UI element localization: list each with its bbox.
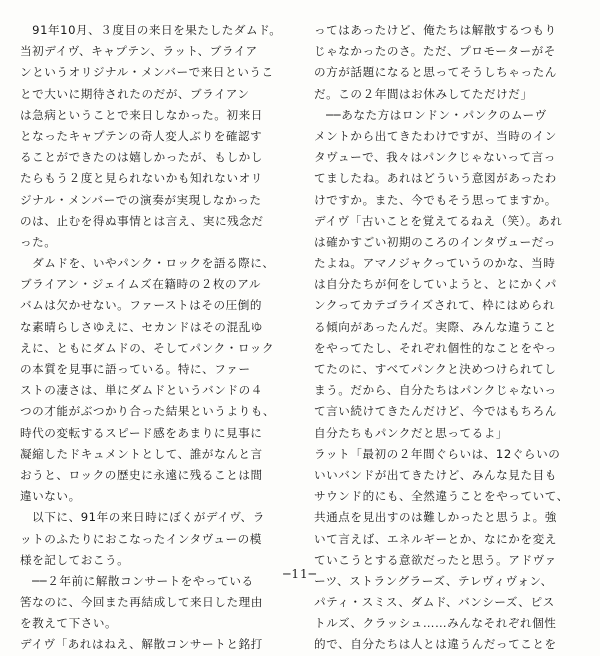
text-line: ダムドを、いやパンク・ロックを語る際に、 [20, 256, 275, 271]
text-line: 的で、自分たちは人とは違うんだってことを [314, 637, 557, 652]
text-line: デイヴ「古いことを覚えてるねえ（笑）。あれ [314, 213, 563, 228]
text-line: った。 [20, 234, 57, 249]
text-line: とで大いに期待されたのだが、ブライアン [20, 86, 250, 101]
text-line: の本質を見事に語っている。特に、ファー [20, 362, 251, 376]
right-text-column [314, 20, 576, 656]
text-line: は急病ということで来日しなかった。初来日 [20, 107, 263, 122]
text-line: の方が話題になると思ってそうしちゃったん [314, 65, 557, 80]
text-line: ストの凄さは、単にダムドというバンドの４ [20, 383, 263, 398]
text-line: 様を記しておこう。 [20, 552, 130, 567]
text-line: 筈なのに、今回また再結成して来日した理由 [20, 595, 263, 610]
text-line: ──あなた方はロンドン・パンクのムーヴ [314, 107, 547, 122]
text-line: は確かすごい初期のころのインタヴューだっ [314, 234, 556, 249]
text-line: メントから出てきたわけですが、当時のイン [314, 128, 557, 143]
text-line: いて言えば、エネルギーとか、なにかを変え [314, 531, 557, 546]
text-line: 凝縮したドキュメントとして、誰がなんと言 [20, 446, 263, 461]
text-line: デイヴ「あれはねえ、解散コンサートと銘打 [20, 637, 263, 652]
text-line: る傾向があったんだ。実際、みんな違うこと [314, 319, 557, 334]
text-line: タヴューで、我々はパンクじゃないって言っ [314, 150, 556, 165]
text-line: ットのふたりにおこなったインタヴューの模 [20, 531, 262, 546]
text-line: 時代の変転するスピード感をあまりに見事に [20, 425, 263, 440]
text-line: ──２年前に解散コンサートをやっている [20, 573, 254, 588]
left-text-column [20, 20, 282, 656]
text-line: て言い続けてきたんだけど、今ではもちろん [314, 404, 557, 419]
text-line: たらもう２度と見られないかも知れないオリ [20, 171, 263, 186]
text-line: な素晴らしさゆえに、セカンドはその混乱ゆ [20, 319, 263, 334]
text-line: 違いない。 [20, 489, 81, 504]
text-line: まう。だから、自分たちはパンクじゃないっ [314, 383, 557, 398]
text-line: じゃなかったのさ。ただ、プロモーターがそ [314, 44, 556, 59]
text-line: てましたね。あれはどういう意図があったわ [314, 171, 557, 186]
text-line: ってはあったけど、俺たちは解散するつもり [314, 23, 557, 37]
text-line: つの才能がぶつかり合った結果というよりも、 [20, 404, 276, 419]
text-line: いいバンドが出てきたけど、みんな見た目も [314, 467, 557, 482]
text-line: となったキャプテンの奇人変人ぶりを確認す [20, 128, 263, 143]
text-line: ンというオリジナル・メンバーで来日というこ [20, 65, 274, 80]
text-line: おうと、ロックの歴史に永遠に残ることは間 [20, 467, 263, 482]
text-line: 91年10月、３度目の来日を果たしたダムド。 [20, 23, 282, 37]
text-line: 共通点を見出すのは難しかったと思うよ。強 [314, 510, 557, 525]
text-line: ジナル・メンバーでの演奏が実現しなかった [20, 192, 262, 207]
text-line: ることができたのは嬉しかったが、もしかし [20, 150, 263, 165]
page-number: ─11─ [283, 567, 317, 581]
text-line: サウンド的にも、全然違うことをやっていて、 [314, 489, 569, 504]
text-line: を教えて下さい。 [20, 616, 118, 631]
text-line: 自分たちもパンクだと思ってるよ」 [314, 425, 509, 440]
text-line: ていこうとする意欲だったと思う。アドヴァ [314, 552, 557, 567]
text-line: ーツ、ストラングラーズ、テレヴィヴォン、 [314, 573, 553, 588]
text-line: パティ・スミス、ダムド、バンシーズ、ピス [314, 595, 555, 610]
text-line: をやってたし、それぞれ個性的なことをやっ [314, 340, 557, 355]
text-line: えに、ともにダムドの、そしてパンク・ロック [20, 340, 275, 355]
text-line: 当初デイヴ、キャプテン、ラット、ブライア [20, 44, 258, 59]
text-line: は自分たちが何をしていようと、とにかくパ [314, 277, 557, 292]
text-line: けですか。また、今でもそう思ってますか。 [314, 192, 557, 207]
text-line: トルズ、クラッシュ……みんなそれぞれ個性 [314, 616, 557, 631]
text-line: ラット「最初の２年間ぐらいは、12ぐらいの [314, 446, 561, 461]
text-line: たよね。アマノジャクっていうのかな、当時 [314, 256, 556, 271]
text-line: だ。この２年間はお休みしてただけだ」 [314, 86, 533, 101]
text-line: のは、止むを得ぬ事情とは言え、実に残念だ [20, 213, 264, 228]
text-line: バムは欠かせない。ファーストはその圧倒的 [20, 298, 263, 313]
text-line: 以下に、91年の来日時にぼくがデイヴ、ラ [20, 510, 265, 525]
text-line: ンクってカテゴライズされて、枠にはめられ [314, 298, 556, 313]
text-line: てたのに、すべてパンクと決めつけられてし [314, 362, 557, 376]
text-line: ブライアン・ジェイムズ在籍時の２枚のアル [20, 277, 262, 292]
